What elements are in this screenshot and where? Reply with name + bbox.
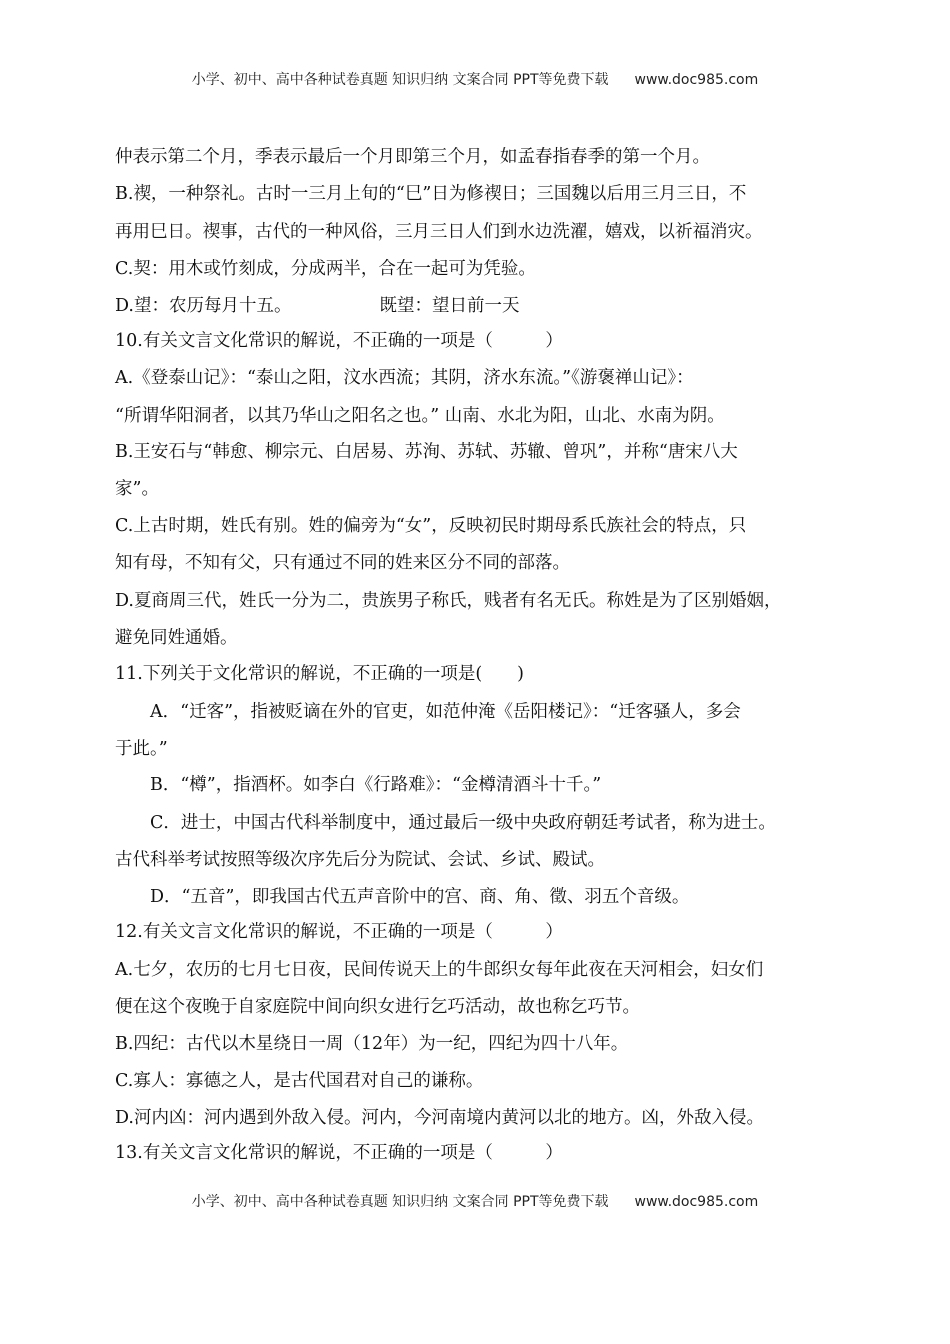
text-line: D.夏商周三代，姓氏一分为二，贵族男子称氏，贱者有名无氏。称姓是为了区别婚姻， <box>115 591 782 611</box>
footer-url[interactable]: www.doc985.com <box>634 1194 759 1210</box>
text-line: B.禊，一种祭礼。古时一三月上旬的“巳”日为修禊日；三国魏以后用三月三日，不 <box>115 184 747 204</box>
page-header <box>0 69 950 89</box>
text-line: 于此。” <box>115 739 168 759</box>
text-segment: D.望：农历每月十五。 <box>115 296 292 316</box>
header-text: 小学、初中、高中各种试卷真题 知识归纳 文案合同 PPT等免费下载 <box>191 72 609 88</box>
question-10: 10.有关文言文化常识的解说，不正确的一项是（ ） <box>115 331 563 351</box>
text-line: B.王安石与“韩愈、柳宗元、白居易、苏洵、苏轼、苏辙、曾巩”，并称“唐宋八大 <box>115 442 738 462</box>
text-segment: 既望：望日前一天 <box>379 296 520 316</box>
text-line: D.河内凶：河内遇到外敌入侵。河内，今河南境内黄河以北的地方。凶，外敌入侵。 <box>115 1108 764 1128</box>
question-13: 13.有关文言文化常识的解说，不正确的一项是（ ） <box>115 1143 563 1163</box>
text-line: “所谓华阳洞者，以其乃华山之阳名之也。” 山南、水北为阳，山北、水南为阴。 <box>115 406 725 426</box>
text-line: A.《登泰山记》：“泰山之阳，汶水西流；其阴，济水东流。”《游褒禅山记》： <box>115 368 694 388</box>
text-line: C.寡人：寡德之人，是古代国君对自己的谦称。 <box>115 1071 484 1091</box>
text-line: B．“樽”，指酒杯。如李白《行路难》：“金樽清酒斗十千。” <box>150 775 602 795</box>
text-line: 知有母，不知有父，只有通过不同的姓来区分不同的部落。 <box>115 553 570 573</box>
text-line: C.契：用木或竹刻成，分成两半，合在一起可为凭验。 <box>115 259 536 279</box>
text-line: C.上古时期，姓氏有别。姓的偏旁为“女”，反映初民时期母系氏族社会的特点，只 <box>115 516 747 536</box>
text-line: B.四纪：古代以木星绕日一周（12年）为一纪，四纪为四十八年。 <box>115 1034 629 1054</box>
text-line: 古代科举考试按照等级次序先后分为院试、会试、乡试、殿试。 <box>115 850 605 870</box>
footer-text: 小学、初中、高中各种试卷真题 知识归纳 文案合同 PPT等免费下载 <box>191 1194 609 1210</box>
page-footer <box>0 1191 950 1211</box>
question-12: 12.有关文言文化常识的解说，不正确的一项是（ ） <box>115 922 563 942</box>
text-line: 家”。 <box>115 479 159 499</box>
text-line: 便在这个夜晚于自家庭院中间向织女进行乞巧活动，故也称乞巧节。 <box>115 997 640 1017</box>
text-line: 仲表示第二个月，季表示最后一个月即第三个月，如孟春指春季的第一个月。 <box>115 147 710 167</box>
header-url[interactable]: www.doc985.com <box>634 72 759 88</box>
question-11: 11.下列关于文化常识的解说，不正确的一项是( ) <box>115 664 524 684</box>
text-line: D．“五音”，即我国古代五声音阶中的宫、商、角、徵、羽五个音级。 <box>150 887 690 907</box>
text-line: 再用巳日。禊事，古代的一种风俗，三月三日人们到水边洗濯，嬉戏，以祈福消灾。 <box>115 222 763 242</box>
text-line: C．进士，中国古代科举制度中，通过最后一级中央政府朝廷考试者，称为进士。 <box>150 813 776 833</box>
text-line-option-d <box>115 294 519 318</box>
text-line: 避免同姓通婚。 <box>115 628 238 648</box>
text-line: A.七夕，农历的七月七日夜，民间传说天上的牛郎织女每年此夜在天河相会，妇女们 <box>115 960 764 980</box>
text-line: A．“迁客”，指被贬谪在外的官吏，如范仲淹《岳阳楼记》：“迁客骚人，多会 <box>150 702 741 722</box>
